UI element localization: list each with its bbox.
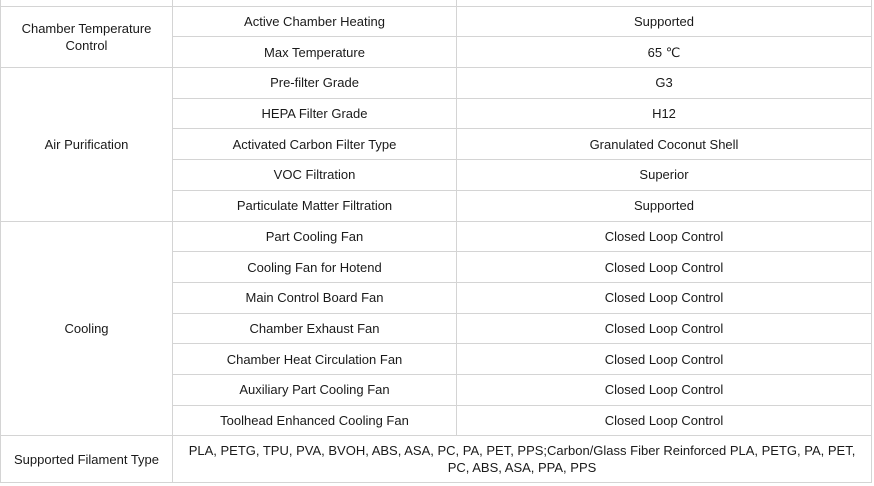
value-cell: Supported xyxy=(457,6,872,37)
value-cell: Closed Loop Control xyxy=(457,344,872,375)
feature-cell: Activated Carbon Filter Type xyxy=(173,129,457,160)
category-cell: Air Purification xyxy=(1,68,173,221)
feature-cell: VOC Filtration xyxy=(173,160,457,191)
feature-cell: Active Chamber Heating xyxy=(173,6,457,37)
feature-cell: Part Cooling Fan xyxy=(173,221,457,252)
feature-cell: Chamber Exhaust Fan xyxy=(173,313,457,344)
feature-cell: Max Temperature xyxy=(173,37,457,68)
value-cell: Supported xyxy=(457,190,872,221)
feature-cell: Toolhead Enhanced Cooling Fan xyxy=(173,405,457,436)
feature-cell: Chamber Heat Circulation Fan xyxy=(173,344,457,375)
value-cell: Superior xyxy=(457,160,872,191)
category-cell: Chamber Temperature Control xyxy=(1,6,173,67)
category-cell: Supported Filament Type xyxy=(1,436,173,483)
value-cell: Closed Loop Control xyxy=(457,221,872,252)
value-cell: G3 xyxy=(457,68,872,99)
value-cell: H12 xyxy=(457,98,872,129)
feature-cell: Auxiliary Part Cooling Fan xyxy=(173,374,457,405)
feature-cell: Pre-filter Grade xyxy=(173,68,457,99)
filament-value-cell: PLA, PETG, TPU, PVA, BVOH, ABS, ASA, PC, PA, PET, PPS;Carbon/Glass Fiber Reinforced PLA, PETG, PA, PET, PC, ABS, ASA, PPA, PPS xyxy=(173,436,872,483)
feature-cell: Main Control Board Fan xyxy=(173,282,457,313)
table-row xyxy=(1,6,872,37)
value-cell: 65 ℃ xyxy=(457,37,872,68)
table-row xyxy=(1,221,872,252)
value-cell: Closed Loop Control xyxy=(457,405,872,436)
value-cell: Closed Loop Control xyxy=(457,374,872,405)
value-cell: Granulated Coconut Shell xyxy=(457,129,872,160)
feature-cell: HEPA Filter Grade xyxy=(173,98,457,129)
feature-cell: Particulate Matter Filtration xyxy=(173,190,457,221)
feature-cell: Cooling Fan for Hotend xyxy=(173,252,457,283)
category-cell: Cooling xyxy=(1,221,173,436)
value-cell: Closed Loop Control xyxy=(457,313,872,344)
table-row xyxy=(1,68,872,99)
table-row xyxy=(1,436,872,483)
value-cell: Closed Loop Control xyxy=(457,252,872,283)
value-cell: Closed Loop Control xyxy=(457,282,872,313)
